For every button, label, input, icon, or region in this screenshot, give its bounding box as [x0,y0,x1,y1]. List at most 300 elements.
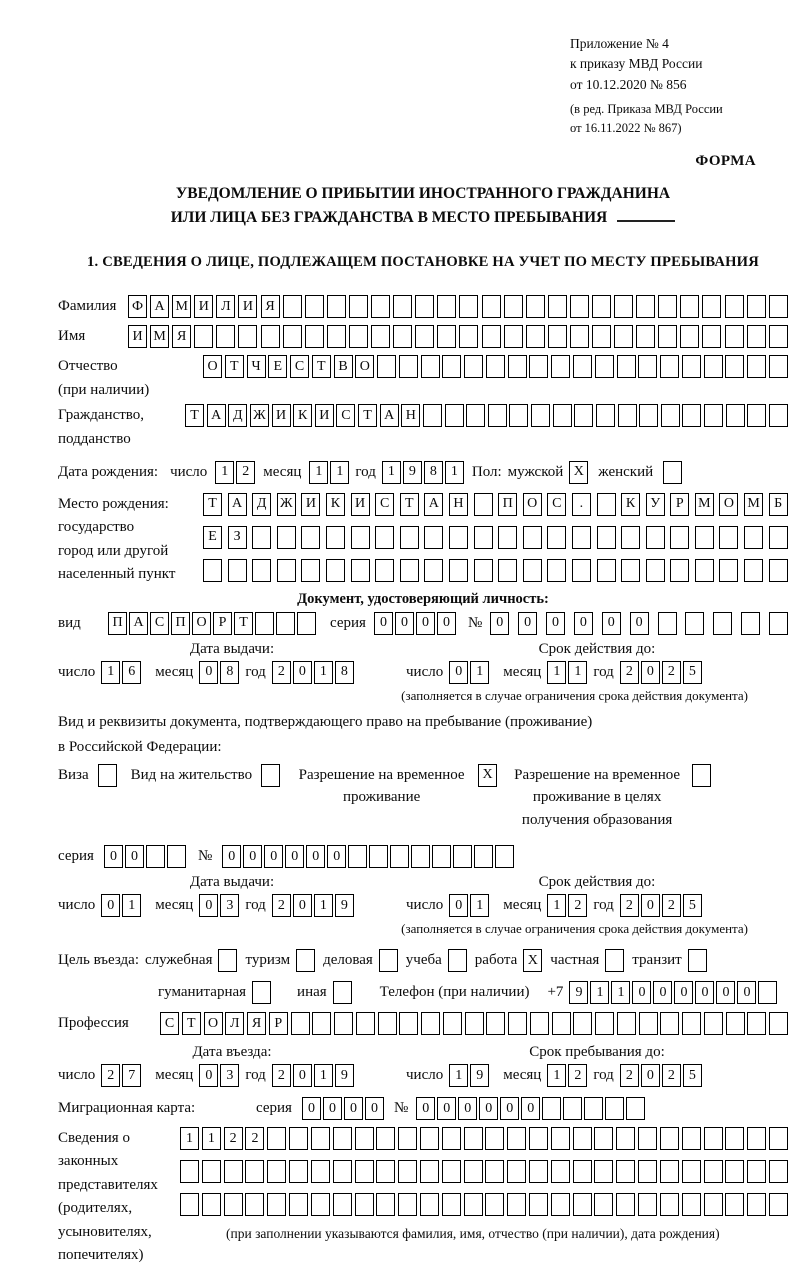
char-box[interactable] [744,526,763,549]
char-box[interactable] [769,1160,788,1183]
char-box[interactable]: Р [269,1012,288,1035]
char-box[interactable] [305,325,324,348]
char-box[interactable]: 0 [365,1097,384,1120]
char-box[interactable] [415,295,434,318]
char-box[interactable] [411,845,430,868]
char-box[interactable] [639,1012,658,1035]
char-box[interactable]: Ф [128,295,147,318]
char-box[interactable] [348,845,367,868]
char-box[interactable]: 0 [437,612,456,635]
char-box[interactable] [658,295,677,318]
char-box[interactable] [682,404,701,427]
char-box[interactable] [758,981,777,1004]
char-box[interactable] [167,845,186,868]
char-box[interactable] [423,404,442,427]
char-box[interactable] [442,1160,461,1183]
char-box[interactable] [291,1012,310,1035]
char-box[interactable]: 0 [546,612,565,635]
char-box[interactable] [393,295,412,318]
char-box[interactable]: 8 [335,661,354,684]
char-box[interactable] [393,325,412,348]
char-box[interactable] [682,355,701,378]
char-box[interactable] [747,1127,766,1150]
char-box[interactable] [692,764,711,787]
char-box[interactable] [277,559,296,582]
char-box[interactable] [685,612,704,635]
char-box[interactable]: 1 [568,661,587,684]
char-box[interactable]: О [203,355,222,378]
char-box[interactable] [618,404,637,427]
char-box[interactable]: Д [252,493,271,516]
char-box[interactable]: 9 [403,461,422,484]
char-box[interactable] [333,1160,352,1183]
char-box[interactable] [531,404,550,427]
char-box[interactable] [180,1160,199,1183]
char-box[interactable]: 2 [568,894,587,917]
char-box[interactable] [594,1160,613,1183]
char-box[interactable]: С [160,1012,179,1035]
char-box[interactable] [466,404,485,427]
char-box[interactable]: 0 [674,981,693,1004]
char-box[interactable]: И [272,404,291,427]
char-box[interactable] [296,949,315,972]
char-box[interactable] [526,325,545,348]
char-box[interactable] [769,404,788,427]
char-box[interactable] [355,1127,374,1150]
char-box[interactable] [486,355,505,378]
char-box[interactable] [333,1127,352,1150]
char-box[interactable] [297,612,316,635]
char-box[interactable] [725,325,744,348]
char-box[interactable] [573,1127,592,1150]
char-box[interactable] [375,559,394,582]
char-box[interactable]: Ж [277,493,296,516]
char-box[interactable] [529,355,548,378]
char-box[interactable] [636,325,655,348]
char-box[interactable] [218,949,237,972]
char-box[interactable] [474,526,493,549]
char-box[interactable]: 0 [199,894,218,917]
char-box[interactable] [421,355,440,378]
char-box[interactable] [551,1127,570,1150]
char-box[interactable] [695,559,714,582]
char-box[interactable] [661,404,680,427]
char-box[interactable]: 1 [470,894,489,917]
char-box[interactable] [769,1127,788,1150]
char-box[interactable]: 0 [641,894,660,917]
char-box[interactable] [349,295,368,318]
char-box[interactable] [482,325,501,348]
char-box[interactable]: В [334,355,353,378]
char-box[interactable] [398,1160,417,1183]
char-box[interactable] [224,1160,243,1183]
char-box[interactable] [573,1160,592,1183]
char-box[interactable] [595,355,614,378]
char-box[interactable] [616,1193,635,1216]
char-box[interactable] [277,526,296,549]
char-box[interactable]: 9 [470,1064,489,1087]
char-box[interactable] [252,526,271,549]
char-box[interactable] [283,325,302,348]
char-box[interactable]: 1 [314,1064,333,1087]
char-box[interactable] [638,1193,657,1216]
char-box[interactable]: 1 [470,661,489,684]
char-box[interactable] [474,559,493,582]
char-box[interactable]: 0 [302,1097,321,1120]
char-box[interactable] [704,355,723,378]
char-box[interactable] [680,295,699,318]
char-box[interactable] [670,526,689,549]
char-box[interactable] [702,325,721,348]
char-box[interactable]: К [293,404,312,427]
char-box[interactable] [769,295,788,318]
char-box[interactable] [202,1193,221,1216]
char-box[interactable] [680,325,699,348]
char-box[interactable] [572,559,591,582]
char-box[interactable]: О [204,1012,223,1035]
char-box[interactable]: Т [312,355,331,378]
char-box[interactable] [769,325,788,348]
char-box[interactable]: А [380,404,399,427]
char-box[interactable]: С [336,404,355,427]
char-box[interactable]: 2 [272,1064,291,1087]
char-box[interactable]: 1 [101,661,120,684]
char-box[interactable]: 2 [662,894,681,917]
char-box[interactable] [252,559,271,582]
char-box[interactable] [495,845,514,868]
char-box[interactable]: Т [400,493,419,516]
char-box[interactable] [390,845,409,868]
char-box[interactable]: 0 [716,981,735,1004]
char-box[interactable] [529,1127,548,1150]
char-box[interactable]: 1 [314,894,333,917]
char-box[interactable] [351,559,370,582]
char-box[interactable]: 0 [306,845,325,868]
char-box[interactable] [725,355,744,378]
char-box[interactable] [726,1012,745,1035]
char-box[interactable] [626,1097,645,1120]
char-box[interactable] [530,1012,549,1035]
char-box[interactable] [474,493,493,516]
char-box[interactable]: 0 [630,612,649,635]
char-box[interactable] [747,355,766,378]
char-box[interactable]: 0 [437,1097,456,1120]
char-box[interactable] [400,526,419,549]
char-box[interactable] [474,845,493,868]
char-box[interactable] [548,325,567,348]
char-box[interactable] [551,355,570,378]
char-box[interactable]: 9 [569,981,588,1004]
char-box[interactable] [570,325,589,348]
char-box[interactable] [442,1127,461,1150]
char-box[interactable]: П [498,493,517,516]
char-box[interactable] [658,612,677,635]
char-box[interactable]: 1 [122,894,141,917]
char-box[interactable] [547,526,566,549]
char-box[interactable] [305,295,324,318]
char-box[interactable] [398,1193,417,1216]
char-box[interactable]: О [192,612,211,635]
char-box[interactable] [498,559,517,582]
char-box[interactable] [592,325,611,348]
char-box[interactable] [421,1012,440,1035]
char-box[interactable]: 8 [424,461,443,484]
char-box[interactable] [617,355,636,378]
char-box[interactable]: 9 [335,894,354,917]
char-box[interactable] [445,404,464,427]
char-box[interactable] [333,1193,352,1216]
char-box[interactable] [509,404,528,427]
char-box[interactable]: 0 [490,612,509,635]
char-box[interactable] [605,1097,624,1120]
char-box[interactable] [202,1160,221,1183]
char-box[interactable]: А [207,404,226,427]
char-box[interactable]: 7 [122,1064,141,1087]
char-box[interactable] [399,355,418,378]
char-box[interactable]: С [375,493,394,516]
char-box[interactable]: 0 [344,1097,363,1120]
char-box[interactable] [688,949,707,972]
char-box[interactable] [636,295,655,318]
char-box[interactable]: Е [203,526,222,549]
char-box[interactable] [245,1193,264,1216]
char-box[interactable] [376,1127,395,1150]
char-box[interactable] [547,559,566,582]
char-box[interactable] [670,559,689,582]
char-box[interactable] [719,559,738,582]
char-box[interactable]: 0 [737,981,756,1004]
char-box[interactable]: 0 [293,661,312,684]
char-box[interactable] [267,1160,286,1183]
char-box[interactable] [504,295,523,318]
char-box[interactable]: 2 [224,1127,243,1150]
char-box[interactable] [725,295,744,318]
char-box[interactable]: 1 [590,981,609,1004]
char-box[interactable] [704,404,723,427]
char-box[interactable]: С [150,612,169,635]
char-box[interactable]: 0 [285,845,304,868]
char-box[interactable]: Т [234,612,253,635]
char-box[interactable] [312,1012,331,1035]
char-box[interactable] [595,1012,614,1035]
char-box[interactable] [449,526,468,549]
char-box[interactable] [504,325,523,348]
char-box[interactable] [614,325,633,348]
char-box[interactable]: 0 [641,1064,660,1087]
char-box[interactable] [552,1012,571,1035]
char-box[interactable] [442,355,461,378]
char-box[interactable] [355,1160,374,1183]
char-box[interactable] [289,1193,308,1216]
char-box[interactable]: О [719,493,738,516]
char-box[interactable] [663,461,682,484]
char-box[interactable]: 0 [293,894,312,917]
char-box[interactable]: 1 [547,894,566,917]
char-box[interactable] [704,1012,723,1035]
char-box[interactable] [725,1193,744,1216]
char-box[interactable]: Ж [250,404,269,427]
char-box[interactable] [704,1127,723,1150]
char-box[interactable]: . [572,493,591,516]
char-box[interactable]: 0 [632,981,651,1004]
char-box[interactable]: 0 [395,612,414,635]
char-box[interactable]: 1 [314,661,333,684]
char-box[interactable]: 2 [272,894,291,917]
char-box[interactable]: 0 [521,1097,540,1120]
char-box[interactable] [526,295,545,318]
char-box[interactable]: 2 [101,1064,120,1087]
char-box[interactable] [464,1160,483,1183]
char-box[interactable] [311,1127,330,1150]
char-box[interactable]: М [695,493,714,516]
char-box[interactable] [725,1160,744,1183]
char-box[interactable]: 1 [180,1127,199,1150]
char-box[interactable] [551,1160,570,1183]
char-box[interactable] [377,355,396,378]
char-box[interactable] [719,526,738,549]
char-box[interactable]: Я [172,325,191,348]
char-box[interactable]: Н [449,493,468,516]
char-box[interactable] [638,1160,657,1183]
char-box[interactable]: 6 [122,661,141,684]
char-box[interactable] [660,1193,679,1216]
char-box[interactable]: Я [261,295,280,318]
char-box[interactable] [597,526,616,549]
char-box[interactable]: 0 [243,845,262,868]
char-box[interactable] [485,1193,504,1216]
char-box[interactable] [459,295,478,318]
char-box[interactable] [584,1097,603,1120]
char-box[interactable] [301,526,320,549]
char-box[interactable]: 0 [293,1064,312,1087]
char-box[interactable] [682,1127,701,1150]
char-box[interactable]: 1 [330,461,349,484]
char-box[interactable]: А [228,493,247,516]
char-box[interactable] [448,949,467,972]
char-box[interactable] [769,1193,788,1216]
char-box[interactable]: 0 [199,661,218,684]
char-box[interactable]: 1 [215,461,234,484]
char-box[interactable]: 0 [323,1097,342,1120]
char-box[interactable]: 1 [309,461,328,484]
char-box[interactable] [488,404,507,427]
char-box[interactable] [702,295,721,318]
char-box[interactable] [376,1193,395,1216]
char-box[interactable]: 0 [500,1097,519,1120]
char-box[interactable]: 1 [547,661,566,684]
char-box[interactable] [529,1160,548,1183]
char-box[interactable] [464,355,483,378]
char-box[interactable] [563,1097,582,1120]
char-box[interactable] [203,559,222,582]
char-box[interactable]: 5 [683,1064,702,1087]
char-box[interactable] [146,845,165,868]
char-box[interactable] [573,355,592,378]
char-box[interactable]: 0 [641,661,660,684]
char-box[interactable]: П [108,612,127,635]
char-box[interactable] [508,355,527,378]
char-box[interactable] [224,1193,243,1216]
char-box[interactable] [638,1127,657,1150]
char-box[interactable]: И [351,493,370,516]
char-box[interactable] [486,1012,505,1035]
char-box[interactable] [252,981,271,1004]
char-box[interactable] [621,526,640,549]
char-box[interactable] [485,1160,504,1183]
char-box[interactable] [437,325,456,348]
char-box[interactable]: Я [247,1012,266,1035]
char-box[interactable]: 2 [620,1064,639,1087]
char-box[interactable]: Ч [247,355,266,378]
char-box[interactable] [482,295,501,318]
char-box[interactable]: Р [213,612,232,635]
char-box[interactable] [311,1160,330,1183]
char-box[interactable]: М [172,295,191,318]
char-box[interactable] [443,1012,462,1035]
char-box[interactable] [375,526,394,549]
char-box[interactable] [769,526,788,549]
char-box[interactable]: 1 [449,1064,468,1087]
char-box[interactable]: 0 [695,981,714,1004]
char-box[interactable]: О [523,493,542,516]
char-box[interactable] [769,355,788,378]
char-box[interactable]: Т [358,404,377,427]
char-box[interactable]: 0 [458,1097,477,1120]
char-box[interactable]: 0 [416,1097,435,1120]
char-box[interactable]: 1 [547,1064,566,1087]
char-box[interactable] [238,325,257,348]
char-box[interactable] [301,559,320,582]
char-box[interactable] [267,1193,286,1216]
char-box[interactable] [597,493,616,516]
char-box[interactable] [747,1193,766,1216]
char-box[interactable]: 2 [620,894,639,917]
char-box[interactable] [594,1127,613,1150]
char-box[interactable] [646,559,665,582]
char-box[interactable] [573,1012,592,1035]
char-box[interactable]: 0 [222,845,241,868]
char-box[interactable] [542,1097,561,1120]
char-box[interactable] [228,559,247,582]
char-box[interactable] [507,1160,526,1183]
char-box[interactable] [741,612,760,635]
char-box[interactable] [378,1012,397,1035]
char-box[interactable]: 0 [327,845,346,868]
char-box[interactable]: К [326,493,345,516]
char-box[interactable] [420,1127,439,1150]
char-box[interactable] [713,612,732,635]
char-box[interactable] [639,404,658,427]
char-box[interactable] [523,526,542,549]
char-box[interactable] [529,1193,548,1216]
char-box[interactable]: Н [401,404,420,427]
char-box[interactable] [432,845,451,868]
char-box[interactable]: 2 [620,661,639,684]
char-box[interactable]: 2 [236,461,255,484]
char-box[interactable] [726,404,745,427]
char-box[interactable] [327,325,346,348]
char-box[interactable] [245,1160,264,1183]
char-box[interactable]: И [301,493,320,516]
char-box[interactable]: С [547,493,566,516]
char-box[interactable] [180,1193,199,1216]
char-box[interactable] [371,295,390,318]
char-box[interactable]: Л [216,295,235,318]
char-box[interactable]: 3 [220,894,239,917]
char-box[interactable] [747,1160,766,1183]
char-box[interactable]: 5 [683,894,702,917]
char-box[interactable] [682,1160,701,1183]
